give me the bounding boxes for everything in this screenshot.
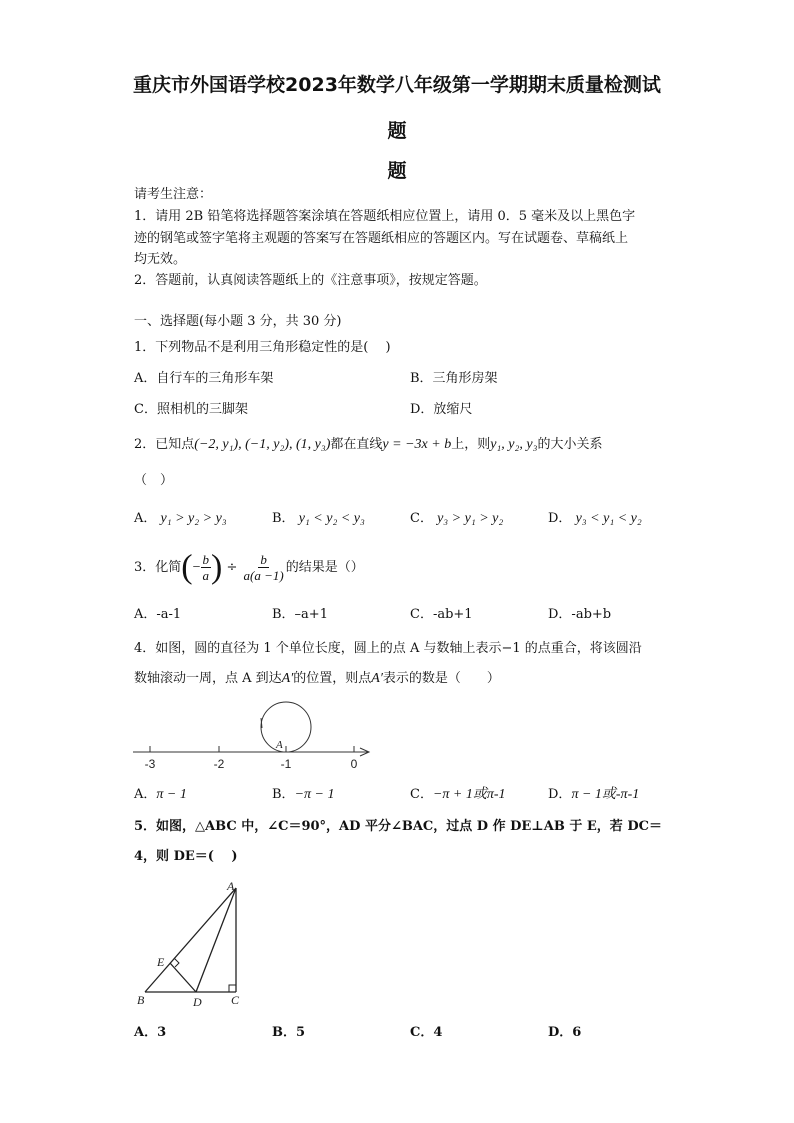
- q2-vars: y₁, y₂, y₃: [490, 437, 538, 452]
- q4-option-c: [410, 786, 506, 804]
- q5-option-d: D．6: [548, 1025, 582, 1040]
- tick-label-neg3: -3: [144, 757, 156, 771]
- q3-minus: −: [192, 560, 201, 575]
- q4-option-b-label: B．: [272, 787, 295, 802]
- q4-stem-line1: 4．如图，圆的直径为 1 个单位长度，圆上的点 A 与数轴上表示−1 的点重合，将该圆沿: [134, 641, 642, 656]
- q2-paren: （ ）: [134, 473, 174, 488]
- q4-option-a-label: A．: [134, 787, 157, 802]
- q1-option-c: C．照相机的三脚架: [134, 402, 248, 417]
- point-a-label: A: [276, 739, 283, 751]
- q2-mid: 都在直线: [330, 437, 383, 452]
- q3-option-c: C．-ab+1: [410, 607, 473, 622]
- q5-figure: [130, 876, 260, 1012]
- segment-ad: [196, 888, 236, 992]
- q4-stem-line2: [134, 670, 500, 688]
- q2-option-b: [272, 510, 365, 528]
- q4-stem-part-a: 数轴滚动一周，点 A 到达: [134, 671, 282, 686]
- segment-de: [170, 963, 196, 992]
- q4-option-c-expr: −π + 1或π-1: [432, 787, 506, 802]
- q5-stem-line2: 4，则 DE＝( ): [134, 849, 238, 864]
- q4-figure: [130, 698, 380, 776]
- q2-num: 2．已知点: [134, 437, 195, 452]
- q4-aprime-1: A′: [281, 671, 294, 686]
- label-d: D: [193, 995, 202, 1009]
- q5-option-c: C．4: [410, 1025, 443, 1040]
- q3-fraction-2: [242, 552, 286, 583]
- q3-left-paren: (: [181, 548, 193, 586]
- rolling-circle: [261, 702, 311, 752]
- q2-line-equation: y = −3x + b: [382, 437, 452, 452]
- q2-option-c-expr: y₃ > y₁ > y₂: [437, 511, 504, 526]
- tick-label-0: 0: [350, 757, 358, 771]
- q1-option-d: D．放缩尺: [410, 402, 473, 417]
- q4-aprime-2: A′: [371, 671, 383, 686]
- label-c: C: [231, 993, 240, 1007]
- page-title-line2: 题: [387, 120, 407, 142]
- page-title-line3: 题: [387, 160, 407, 182]
- q3-option-d: D．-ab+b: [548, 607, 612, 622]
- q3-option-b: B．–a+1: [272, 607, 328, 622]
- q2-points: (−2, y₁), (−1, y₂), (1, y₃): [194, 437, 331, 452]
- q4-stem-part-b: 的位置，则点: [293, 671, 372, 686]
- notice-item2: 2．答题前，认真阅读答题纸上的《注意事项》，按规定答题。: [134, 273, 487, 288]
- label-b: B: [137, 993, 145, 1007]
- q5-option-b: B．5: [272, 1025, 306, 1040]
- q4-option-a: [134, 786, 187, 804]
- q3-end: 的结果是（）: [285, 560, 364, 575]
- q2-option-d-expr: y₃ < y₁ < y₂: [575, 511, 642, 526]
- q4-option-c-label: C．: [410, 787, 433, 802]
- q3-stem: [134, 548, 364, 590]
- label-a: A: [227, 879, 235, 893]
- q4-option-d: [548, 786, 639, 804]
- q4-stem-part-c: 表示的数是（ ）: [382, 671, 500, 686]
- q2-option-c: [410, 510, 503, 528]
- notice-heading: 请考生注意：: [134, 187, 213, 202]
- q1-stem: 1．下列物品不是利用三角形稳定性的是( ): [134, 340, 391, 355]
- q3-num: 3．化简: [134, 560, 182, 575]
- q3-frac1-den: a: [202, 568, 210, 583]
- q4-option-d-expr: π − 1或-π-1: [571, 787, 640, 802]
- q3-frac1-num: b: [202, 552, 210, 567]
- tick-label-neg1: -1: [280, 757, 292, 771]
- notice-item1-line2: 迹的钢笔或签字笔将主观题的答案写在答题纸相应的答题区内。写在试题卷、草稿纸上: [134, 231, 629, 246]
- page-title-line1: 重庆市外国语学校2023年数学八年级第一学期期末质量检测试: [133, 74, 661, 96]
- section-heading: 一、选择题(每小题 3 分，共 30 分): [134, 314, 342, 329]
- side-ab: [145, 888, 236, 992]
- q5-stem-line1: 5．如图，△ABC 中，∠C＝90°，AD 平分∠BAC，过点 D 作 DE⊥AB 于 E，若 DC＝: [134, 819, 662, 834]
- q2-option-c-label: C．: [410, 511, 433, 526]
- q1-option-a: A．自行车的三角形车架: [134, 371, 274, 386]
- right-angle-mark-e: [174, 958, 179, 967]
- notice-item1-line1: 1．请用 2B 铅笔将选择题答案涂填在答题纸相应位置上，请用 0．5 毫米及以上黑色字: [134, 209, 636, 224]
- right-angle-mark-c: [229, 985, 236, 992]
- q2-option-a-label: A．: [134, 511, 157, 526]
- q2-mid2: 上，则: [451, 437, 491, 452]
- q2-option-a: [134, 510, 227, 528]
- q2-option-b-expr: y₁ < y₂ < y₃: [298, 511, 365, 526]
- q5-option-a: A．3: [134, 1025, 167, 1040]
- q1-option-b: B．三角形房架: [410, 371, 498, 386]
- q2-end: 的大小关系: [537, 437, 603, 452]
- q2-option-d: [548, 510, 642, 528]
- q2-option-a-expr: y₁ > y₂ > y₃: [160, 511, 227, 526]
- q2-stem: [134, 436, 602, 454]
- q3-frac2-den: a(a −1): [243, 568, 284, 583]
- q3-right-paren: ): [211, 548, 223, 586]
- q4-option-a-expr: π − 1: [156, 787, 187, 802]
- tick-label-neg2: -2: [213, 757, 225, 771]
- q3-divide: ÷: [226, 560, 238, 575]
- q2-option-b-label: B．: [272, 511, 295, 526]
- q3-fraction-1: [201, 552, 212, 583]
- q4-option-b: [272, 786, 334, 804]
- label-e: E: [157, 955, 165, 969]
- q4-option-b-expr: −π − 1: [294, 787, 335, 802]
- q3-option-a: A．-a-1: [134, 607, 182, 622]
- notice-item1-line3: 均无效。: [134, 252, 187, 267]
- q2-option-d-label: D．: [548, 511, 572, 526]
- q3-frac2-num: b: [260, 552, 267, 567]
- q4-option-d-label: D．: [548, 787, 572, 802]
